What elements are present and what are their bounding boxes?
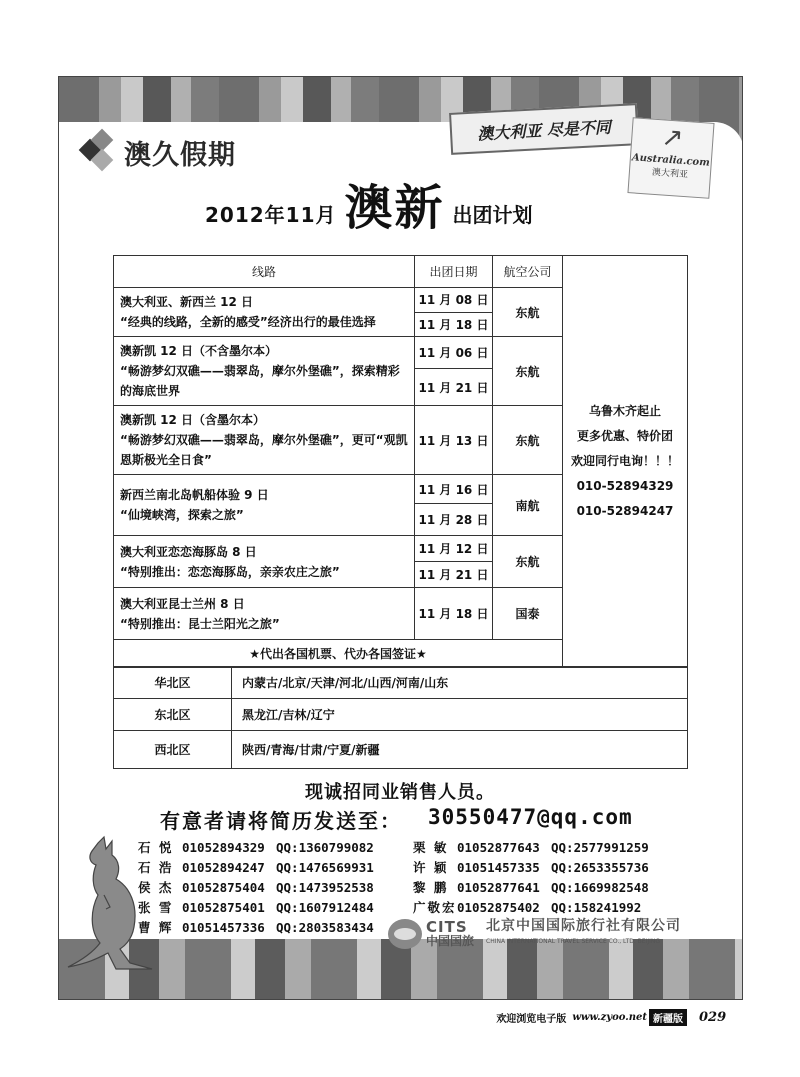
route-name: 新西兰南北岛帆船体验 9 日	[120, 488, 269, 502]
date-cell: 11 月 12 日	[415, 536, 493, 562]
header-route: 线路	[114, 256, 415, 288]
airline-cell: 东航	[493, 288, 563, 337]
route-cell	[114, 588, 415, 640]
side-info-phone: 010-52894247	[576, 504, 674, 518]
footer-text: 欢迎浏览电子版	[496, 1014, 567, 1025]
contact-phone: 01051457335	[457, 860, 540, 875]
recruit-headline: 现诚招同业销售人员。	[305, 782, 495, 803]
route-desc: “特别推出：恋恋海豚岛，亲亲农庄之旅”	[120, 564, 340, 579]
region-name: 东北区	[114, 699, 232, 731]
page-title	[205, 180, 533, 236]
region-cities: 黑龙江/吉林/辽宁	[232, 699, 688, 731]
region-cities: 陕西/青海/甘肃/宁夏/新疆	[232, 731, 688, 769]
cits-logo	[388, 918, 681, 950]
route-cell	[114, 337, 415, 406]
contact-phone: 01051457336	[182, 920, 265, 935]
contact-row	[138, 878, 374, 898]
side-info-line: 更多优惠、特价团	[576, 429, 673, 443]
route-cell	[114, 406, 415, 475]
brand-name: 澳久假期	[124, 139, 236, 171]
contact-name: 广敬宏	[413, 900, 457, 915]
date-cell: 11 月 21 日	[415, 369, 493, 406]
australia-sub: 澳大利亚	[651, 167, 689, 181]
route-desc: “仙境峡湾，探索之旅”	[120, 508, 244, 522]
side-info-line: 欢迎同行电询！！！	[570, 454, 679, 468]
region-table	[113, 666, 688, 769]
date-cell: 11 月 21 日	[415, 562, 493, 588]
contact-name: 石 浩	[138, 860, 174, 875]
route-desc: “畅游梦幻双礁——翡翠岛，摩尔外堡礁”，更可“观凯恩斯极光全日食”	[120, 433, 408, 467]
contact-row	[413, 858, 649, 878]
contact-name: 黎 鹏	[413, 880, 449, 895]
contact-row	[138, 858, 374, 878]
header-airline: 航空公司	[493, 256, 563, 288]
route-name: 澳新凯 12 日（不含墨尔本）	[120, 344, 278, 358]
page-number: 029	[699, 1010, 727, 1025]
contact-name: 栗 敏	[413, 840, 449, 855]
route-name: 澳大利亚恋恋海豚岛 8 日	[120, 544, 257, 559]
airline-cell: 东航	[493, 337, 563, 406]
date-cell: 11 月 13 日	[415, 406, 493, 475]
contact-phone: 01052875404	[182, 880, 265, 895]
contact-qq: QQ:1476569931	[276, 860, 374, 875]
contact-row	[138, 898, 374, 918]
route-name: 澳大利亚、新西兰 12 日	[120, 295, 254, 309]
recruit-email-line	[160, 805, 633, 834]
table-header-row	[114, 256, 688, 288]
contact-row	[138, 838, 374, 858]
cits-short-en: CITS	[426, 918, 468, 936]
side-info	[563, 256, 688, 668]
contact-name: 许 颖	[413, 860, 449, 875]
title-suffix: 出团计划	[452, 203, 533, 227]
contact-phone: 01052894247	[182, 860, 265, 875]
contact-qq: QQ:1669982548	[551, 880, 649, 895]
route-cell	[114, 475, 415, 536]
kangaroo-icon: ↗	[660, 122, 685, 154]
contact-phone: 01052894329	[182, 840, 265, 855]
slogan-card: 澳大利亚 尽是不同	[449, 103, 639, 155]
notice-text: ★代出各国机票、代办各国签证★	[114, 640, 563, 668]
route-name: 澳新凯 12 日（含墨尔本）	[120, 413, 266, 427]
route-desc: “经典的线路，全新的感受”经济出行的最佳选择	[120, 315, 376, 329]
date-cell: 11 月 18 日	[415, 588, 493, 640]
contact-phone: 01052875401	[182, 900, 265, 915]
contact-row	[413, 898, 649, 918]
schedule-table	[113, 255, 688, 668]
contact-phone: 01052877643	[457, 840, 540, 855]
airline-cell: 东航	[493, 536, 563, 588]
contacts-right	[413, 838, 649, 918]
side-info-phone: 010-52894329	[576, 479, 674, 493]
recruit-email[interactable]: 30550477@qq.com	[428, 805, 633, 829]
cits-globe-icon	[388, 919, 422, 949]
table-row	[114, 699, 688, 731]
airline-cell: 南航	[493, 475, 563, 536]
date-cell: 11 月 08 日	[415, 288, 493, 313]
contact-row	[138, 918, 374, 938]
airline-cell: 东航	[493, 406, 563, 475]
contact-name: 张 雪	[138, 900, 174, 915]
recruit-instruction: 有意者请将简历发送至：	[160, 809, 402, 833]
route-cell	[114, 288, 415, 337]
brand-diamond-icon	[78, 132, 118, 172]
cits-short-cn: 中国国旅	[426, 934, 475, 948]
contact-name: 石 悦	[138, 840, 174, 855]
table-row	[114, 731, 688, 769]
cits-company-en: CHINA INTERNATIONAL TRAVEL SERVICE CO., LTD. BEIJING	[486, 938, 661, 945]
route-desc: “畅游梦幻双礁——翡翠岛，摩尔外堡礁”，探索精彩的海底世界	[120, 364, 400, 398]
contact-name: 曹 辉	[138, 920, 174, 935]
contact-qq: QQ:2653355736	[551, 860, 649, 875]
date-cell: 11 月 16 日	[415, 475, 493, 504]
page-footer	[496, 1009, 727, 1026]
title-big: 澳新	[344, 180, 445, 236]
contact-row	[413, 838, 649, 858]
side-info-line: 乌鲁木齐起止	[588, 404, 661, 418]
contacts-left	[138, 838, 374, 938]
cits-short	[426, 920, 474, 948]
contact-phone: 01052875402	[457, 900, 540, 915]
route-cell	[114, 536, 415, 588]
contact-qq: QQ:158241992	[551, 900, 642, 915]
brand-logo	[78, 132, 236, 172]
contact-qq: QQ:1607912484	[276, 900, 374, 915]
australia-logo	[627, 117, 714, 199]
table-row	[114, 667, 688, 699]
contact-qq: QQ:1473952538	[276, 880, 374, 895]
region-cities: 内蒙古/北京/天津/河北/山西/河南/山东	[232, 667, 688, 699]
route-name: 澳大利亚昆士兰州 8 日	[120, 596, 245, 611]
region-name: 华北区	[114, 667, 232, 699]
region-name: 西北区	[114, 731, 232, 769]
footer-edition: 新疆版	[649, 1009, 687, 1026]
contact-qq: QQ:2803583434	[276, 920, 374, 935]
cits-company-cn: 北京中国国际旅行社有限公司	[486, 918, 682, 934]
route-desc: “特别推出：昆士兰阳光之旅”	[120, 616, 280, 631]
contact-phone: 01052877641	[457, 880, 540, 895]
contact-qq: QQ:2577991259	[551, 840, 649, 855]
date-cell: 11 月 28 日	[415, 504, 493, 536]
contact-row	[413, 878, 649, 898]
date-cell: 11 月 06 日	[415, 337, 493, 369]
title-prefix: 2012年11月	[205, 203, 337, 227]
airline-cell: 国泰	[493, 588, 563, 640]
contact-qq: QQ:1360799082	[276, 840, 374, 855]
header-date: 出团日期	[415, 256, 493, 288]
footer-site-link[interactable]: www.zyoo.net	[572, 1012, 647, 1023]
australia-site: Australia.com	[631, 152, 711, 169]
date-cell: 11 月 18 日	[415, 312, 493, 337]
contact-name: 侯 杰	[138, 880, 174, 895]
cits-company	[486, 918, 681, 950]
